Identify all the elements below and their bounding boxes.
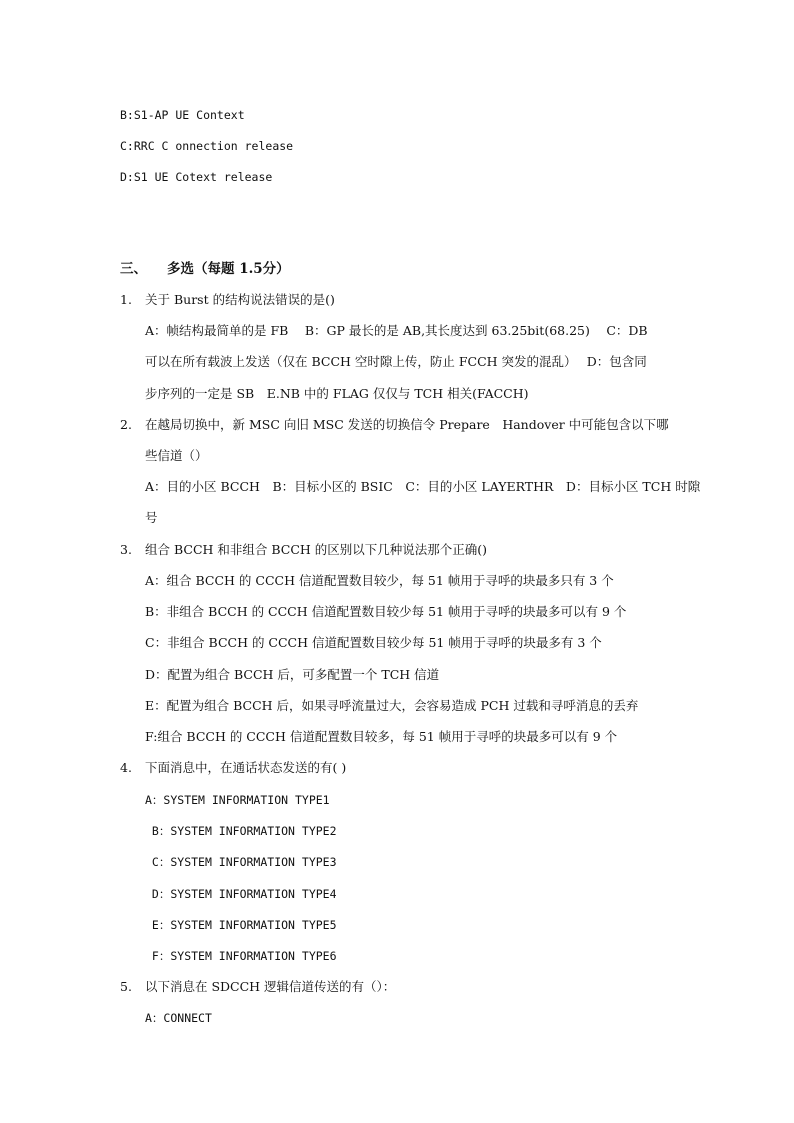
question-3-option-a: A：组合 BCCH 的 CCCH 信道配置数目较少，每 51 帧用于寻呼的块最多只有 3 个 <box>145 573 614 588</box>
question-4-option-a: A：SYSTEM INFORMATION TYPE1 <box>145 793 330 807</box>
question-1-number: 1. <box>120 292 132 307</box>
question-4-option-b: B：SYSTEM INFORMATION TYPE2 <box>145 824 337 838</box>
question-1-option-line-3: 步序列的一定是 SB E.NB 中的 FLAG 仅仅与 TCH 相关(FACCH) <box>145 386 529 401</box>
question-3-text: 组合 BCCH 和非组合 BCCH 的区别以下几种说法那个正确() <box>145 542 488 557</box>
question-2-text: 在越局切换中，新 MSC 向旧 MSC 发送的切换信令 Prepare Handover 中可能包含以下哪 <box>145 417 669 432</box>
question-4-number: 4. <box>120 760 132 775</box>
question-2-option-line-2: 号 <box>145 510 158 525</box>
question-3-number: 3. <box>120 542 132 557</box>
question-4-text: 下面消息中，在通话状态发送的有( ) <box>145 760 347 775</box>
section-index: 三、 <box>120 261 147 277</box>
question-5-text: 以下消息在 SDCCH 逻辑信道传送的有（）： <box>145 979 396 994</box>
prev-option-d: D:S1 UE Cotext release <box>120 170 273 184</box>
prev-option-c: C:RRC C onnection release <box>120 139 294 153</box>
question-1-text: 关于 Burst 的结构说法错误的是() <box>145 292 335 307</box>
question-4-option-c: C：SYSTEM INFORMATION TYPE3 <box>145 855 337 869</box>
question-3-option-b: B：非组合 BCCH 的 CCCH 信道配置数目较少每 51 帧用于寻呼的块最多可以有 9 个 <box>145 604 627 619</box>
question-5-option-a: A：CONNECT <box>145 1011 212 1025</box>
question-1-option-line-1: A：帧结构最简单的是 FB B：GP 最长的是 AB,其长度达到 63.25bit(68.25) C：DB <box>145 323 648 338</box>
question-3-option-f: F:组合 BCCH 的 CCCH 信道配置数目较多，每 51 帧用于寻呼的块最多可以有 9 个 <box>145 729 618 744</box>
question-3-option-e: E：配置为组合 BCCH 后，如果寻呼流量过大，会容易造成 PCH 过载和寻呼消息的丢弃 <box>145 698 639 713</box>
question-4-option-f: F：SYSTEM INFORMATION TYPE6 <box>145 949 337 963</box>
question-3-option-c: C：非组合 BCCH 的 CCCH 信道配置数目较少每 51 帧用于寻呼的块最多有 3 个 <box>145 635 602 650</box>
question-4-option-e: E：SYSTEM INFORMATION TYPE5 <box>145 918 337 932</box>
question-5-number: 5. <box>120 979 132 994</box>
question-2-text-cont: 些信道（） <box>145 448 208 463</box>
question-3-option-d: D：配置为组合 BCCH 后，可多配置一个 TCH 信道 <box>145 667 440 682</box>
prev-option-b: B:S1-AP UE Context <box>120 108 245 122</box>
question-2-option-line-1: A：目的小区 BCCH B：目标小区的 BSIC C：目的小区 LAYERTHR D：目标小区 TCH 时隙 <box>145 479 701 494</box>
question-2-number: 2. <box>120 417 132 432</box>
question-1-option-line-2: 可以在所有载波上发送（仅在 BCCH 空时隙上传，防止 FCCH 突发的混乱） D：包含同 <box>145 354 647 369</box>
section-title: 多选（每题 1.5分） <box>167 261 290 277</box>
question-4-option-d: D：SYSTEM INFORMATION TYPE4 <box>145 887 337 901</box>
